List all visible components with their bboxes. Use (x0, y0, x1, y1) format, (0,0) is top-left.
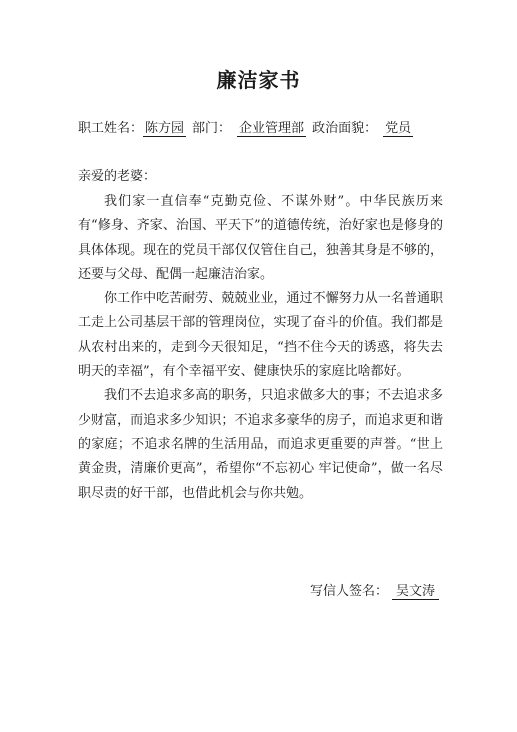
paragraph: 我们不去追求多高的职务，只追求做多大的事；不去追求多少财富，而追求多少知识；不追求多豪华的房子，而追求更和谐的家庭；不追求名牌的生活用品，而追求更重要的声誉。“世上黄金贵，清廉价更高”，希望你“不忘初心 牢记使命”，做一名尽职尽责的好干部，也借此机会与你共勉。 (78, 388, 443, 501)
paragraph: 你工作中吃苦耐劳、兢兢业业，通过不懈努力从一名普通职工走上公司基层干部的管理岗位，实现了奋斗的价值。我们都是从农村出来的，走到今天很知足，“挡不住今天的诱惑，将失去明天的幸福”，有个幸福平安、健康快乐的家庭比啥都好。 (78, 291, 443, 380)
political-status-value: 党员 (385, 121, 412, 136)
signature-label: 写信人签名： (309, 584, 388, 599)
name-value: 陈方园 (145, 121, 185, 136)
paragraph: 我们家一直信奉“克勤克俭、不谋外财”。中华民族历来有“修身、齐家、治国、平天下”的道德传统，治好家也是修身的具体体现。现在的党员干部仅仅管住自己，独善其身是不够的，还要与父母、配偶一起廉洁治家。 (78, 194, 443, 282)
signature-value: 吴文涛 (392, 584, 439, 600)
letter-body (78, 190, 443, 506)
department-label: 部门： (192, 121, 232, 136)
name-label: 职工姓名： (78, 121, 144, 136)
salutation: 亲爱的老婆： (78, 169, 157, 184)
political-status-label: 政治面貌： (312, 121, 378, 136)
department-value: 企业管理部 (239, 121, 305, 136)
signature-line (310, 580, 439, 600)
employee-info-line (78, 117, 458, 137)
document-title: 廉洁家书 (216, 68, 301, 92)
